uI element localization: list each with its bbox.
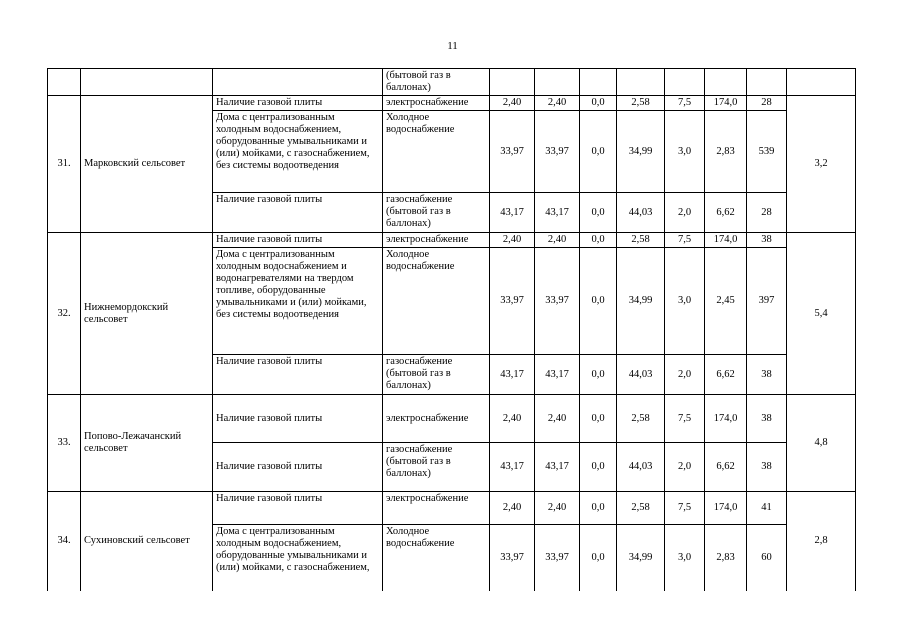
table-row	[48, 233, 856, 248]
index-value: 4,8	[787, 395, 856, 492]
value-cell: 0,0	[580, 96, 617, 111]
value-cell: 60	[747, 525, 787, 591]
value-cell: 2,0	[665, 355, 705, 395]
value-cell: 3,0	[665, 111, 705, 193]
continuation-cell	[580, 69, 617, 96]
value-cell: 7,5	[665, 395, 705, 443]
value-cell: 174,0	[705, 96, 747, 111]
value-cell: 2,83	[705, 525, 747, 591]
value-cell: 33,97	[490, 248, 535, 355]
value-cell: 38	[747, 355, 787, 395]
table-row	[48, 96, 856, 111]
utility-resource: электроснабжение	[383, 492, 490, 525]
continuation-cell	[617, 69, 665, 96]
row-number: 33.	[48, 395, 81, 492]
value-cell: 33,97	[490, 525, 535, 591]
value-cell: 38	[747, 233, 787, 248]
utility-resource: электроснабжение	[383, 395, 490, 443]
utility-resource: Холодное водоснабжение	[383, 111, 490, 193]
value-cell: 33,97	[535, 111, 580, 193]
value-cell: 0,0	[580, 233, 617, 248]
table-row	[48, 395, 856, 443]
table-row-continuation	[48, 69, 856, 96]
value-cell: 0,0	[580, 111, 617, 193]
value-cell: 2,45	[705, 248, 747, 355]
value-cell: 2,0	[665, 443, 705, 492]
value-cell: 0,0	[580, 492, 617, 525]
settlement-name: Сухиновский сельсовет	[81, 492, 213, 591]
utility-resource: газоснабжение (бытовой газ в баллонах)	[383, 355, 490, 395]
value-cell: 2,40	[535, 395, 580, 443]
value-cell: 397	[747, 248, 787, 355]
value-cell: 0,0	[580, 443, 617, 492]
value-cell: 43,17	[535, 355, 580, 395]
housing-description: Дома с централизованным холодным водоснабжением и водонагревателями на твердом топливе, оборудованные умывальниками и (или) мойками, без системы водоотведения	[213, 248, 383, 355]
value-cell: 539	[747, 111, 787, 193]
value-cell: 34,99	[617, 248, 665, 355]
continuation-cell	[81, 69, 213, 96]
value-cell: 2,40	[535, 96, 580, 111]
value-cell: 2,58	[617, 395, 665, 443]
utility-resource: Холодное водоснабжение	[383, 248, 490, 355]
utility-resource: электроснабжение	[383, 233, 490, 248]
housing-description: Наличие газовой плиты	[213, 492, 383, 525]
continuation-cell	[490, 69, 535, 96]
value-cell: 2,40	[535, 492, 580, 525]
utility-resource: Холодное водоснабжение	[383, 525, 490, 591]
housing-description: Наличие газовой плиты	[213, 443, 383, 492]
value-cell: 174,0	[705, 492, 747, 525]
value-cell: 3,0	[665, 525, 705, 591]
housing-description: Наличие газовой плиты	[213, 395, 383, 443]
value-cell: 43,17	[490, 193, 535, 233]
value-cell: 2,40	[490, 233, 535, 248]
value-cell: 28	[747, 96, 787, 111]
value-cell: 0,0	[580, 355, 617, 395]
value-cell: 0,0	[580, 525, 617, 591]
value-cell: 33,97	[490, 111, 535, 193]
row-number: 31.	[48, 96, 81, 233]
value-cell: 7,5	[665, 233, 705, 248]
value-cell: 38	[747, 395, 787, 443]
continuation-cell	[213, 69, 383, 96]
value-cell: 2,40	[490, 395, 535, 443]
value-cell: 2,40	[490, 492, 535, 525]
utility-resource: газоснабжение (бытовой газ в баллонах)	[383, 443, 490, 492]
value-cell: 34,99	[617, 525, 665, 591]
continuation-cell	[705, 69, 747, 96]
value-cell: 38	[747, 443, 787, 492]
settlement-name: Попово-Лежачанский сельсовет	[81, 395, 213, 492]
value-cell: 6,62	[705, 355, 747, 395]
settlement-name: Марковский сельсовет	[81, 96, 213, 233]
tariff-table	[47, 68, 856, 591]
value-cell: 0,0	[580, 248, 617, 355]
index-value: 3,2	[787, 96, 856, 233]
value-cell: 6,62	[705, 193, 747, 233]
utility-resource: электроснабжение	[383, 96, 490, 111]
housing-description: Наличие газовой плиты	[213, 355, 383, 395]
value-cell: 28	[747, 193, 787, 233]
value-cell: 33,97	[535, 248, 580, 355]
value-cell: 0,0	[580, 395, 617, 443]
index-value: 5,4	[787, 233, 856, 395]
value-cell: 44,03	[617, 443, 665, 492]
value-cell: 2,58	[617, 96, 665, 111]
value-cell: 2,40	[535, 233, 580, 248]
value-cell: 2,0	[665, 193, 705, 233]
row-number: 32.	[48, 233, 81, 395]
value-cell: 174,0	[705, 395, 747, 443]
value-cell: 33,97	[535, 525, 580, 591]
continuation-cell	[48, 69, 81, 96]
value-cell: 2,40	[490, 96, 535, 111]
value-cell: 34,99	[617, 111, 665, 193]
value-cell: 2,58	[617, 233, 665, 248]
housing-description: Дома с централизованным холодным водоснабжением, оборудованные умывальниками и (или) мойками, с газоснабжением, без системы водоотведения	[213, 111, 383, 193]
housing-description: Наличие газовой плиты	[213, 233, 383, 248]
continuation-cell	[535, 69, 580, 96]
page-number: 11	[447, 40, 458, 52]
value-cell: 43,17	[490, 443, 535, 492]
value-cell: 3,0	[665, 248, 705, 355]
value-cell: 174,0	[705, 233, 747, 248]
value-cell: 41	[747, 492, 787, 525]
continuation-cell: (бытовой газ в баллонах)	[383, 69, 490, 96]
continuation-cell	[747, 69, 787, 96]
value-cell: 44,03	[617, 193, 665, 233]
value-cell: 43,17	[535, 193, 580, 233]
continuation-cell	[787, 69, 856, 96]
continuation-cell	[665, 69, 705, 96]
settlement-name: Нижнемордокский сельсовет	[81, 233, 213, 395]
value-cell: 6,62	[705, 443, 747, 492]
housing-description: Дома с централизованным холодным водоснабжением, оборудованные умывальниками и (или) мойками, с газоснабжением,	[213, 525, 383, 591]
row-number: 34.	[48, 492, 81, 591]
value-cell: 7,5	[665, 492, 705, 525]
housing-description: Наличие газовой плиты	[213, 193, 383, 233]
value-cell: 2,83	[705, 111, 747, 193]
utility-resource: газоснабжение (бытовой газ в баллонах)	[383, 193, 490, 233]
housing-description: Наличие газовой плиты	[213, 96, 383, 111]
table-row	[48, 492, 856, 525]
value-cell: 43,17	[490, 355, 535, 395]
value-cell: 2,58	[617, 492, 665, 525]
value-cell: 44,03	[617, 355, 665, 395]
value-cell: 0,0	[580, 193, 617, 233]
value-cell: 7,5	[665, 96, 705, 111]
value-cell: 43,17	[535, 443, 580, 492]
index-value: 2,8	[787, 492, 856, 591]
